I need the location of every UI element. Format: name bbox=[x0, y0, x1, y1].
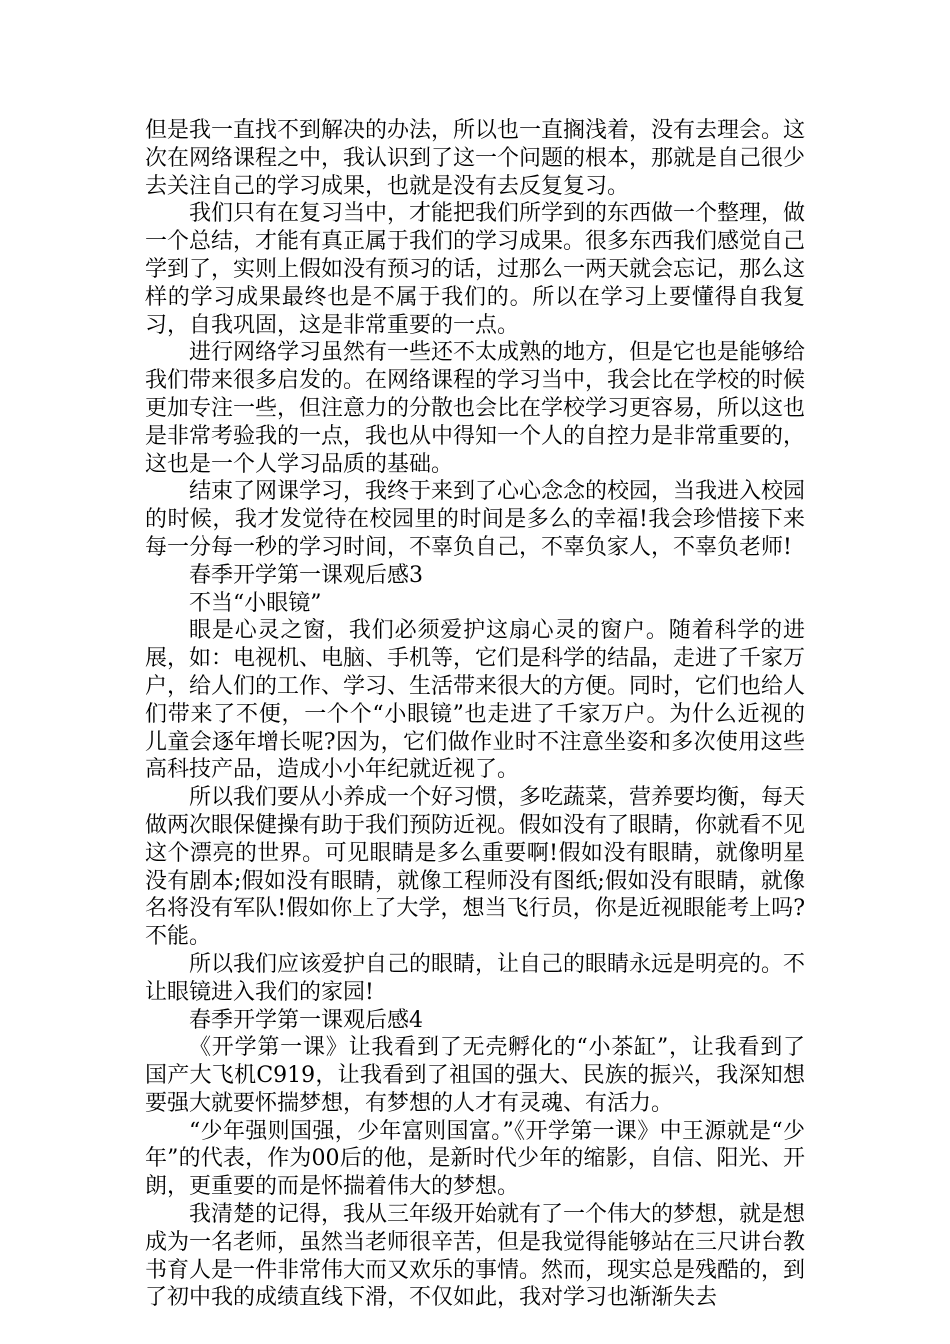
paragraph: “少年强则国强，少年富则国富。”《开学第一课》中王源就是“少年”的代表，作为00后的他，是新时代少年的缩影，自信、阳光、开朗，更重要的而是怀揣着伟大的梦想。 bbox=[145, 1118, 805, 1200]
paragraph: 结束了网课学习，我终于来到了心心念念的校园，当我进入校园的时候，我才发觉待在校园里的时间是多么的幸福!我会珍惜接下来每一分每一秒的学习时间，不辜负自己，不辜负家人，不辜负老师! bbox=[145, 479, 806, 560]
paragraph: 我清楚的记得，我从三年级开始就有了一个伟大的梦想，就是想成为一名老师，虽然当老师很辛苦，但是我觉得能够站在三尺讲台教书育人是一件非常伟大而又欢乐的事情。然而，现实总是残酷的，到了初中我的成绩直线下滑，不仅如此，我对学习也渐渐失去 bbox=[145, 1202, 806, 1311]
paragraph: 但是我一直找不到解决的办法，所以也一直搁浅着，没有去理会。这次在网络课程之中，我认识到了这一个问题的根本，那就是自己很少去关注自己的学习成果，也就是没有去反复复习。 bbox=[145, 118, 806, 199]
paragraph: 进行网络学习虽然有一些还不太成熟的地方，但是它也是能够给我们带来很多启发的。在网络课程的学习当中，我会比在学校的时候更加专注一些，但注意力的分散也会比在学校学习更容易，所以这也是非常考验我的一点，我也从中得知一个人的自控力是非常重要的，这也是一个人学习品质的基础。 bbox=[145, 340, 806, 477]
document-page bbox=[145, 117, 805, 1312]
paragraph: 眼是心灵之窗，我们必须爱护这扇心灵的窗户。随着科学的进展，如：电视机、电脑、手机等，它们是科学的结晶，走进了千家万户，给人们的工作、学习、生活带来很大的方便。同时，它们也给人们带来了不便，一个个“小眼镜”也走进了千家万户。为什么近视的儿童会逐年增长呢?因为，它们做作业时不注意坐姿和多次使用这些高科技产品，造成小小年纪就近视了。 bbox=[145, 618, 806, 783]
paragraph: 所以我们应该爱护自己的眼睛，让自己的眼睛永远是明亮的。不让眼镜进入我们的家园! bbox=[145, 951, 806, 1005]
section-heading: 春季开学第一课观后感3 bbox=[189, 562, 423, 588]
paragraph: 所以我们要从小养成一个好习惯，多吃蔬菜，营养要均衡，每天做两次眼保健操有助于我们预防近视。假如没有了眼睛，你就看不见这个漂亮的世界。可见眼睛是多么重要啊!假如没有眼睛，就像明星没有剧本;假如没有眼睛，就像工程师没有图纸;假如没有眼睛，就像名将没有军队!假如你上了大学，想当飞行员，你是近视眼能考上吗?不能。 bbox=[145, 785, 806, 950]
section-heading: 春季开学第一课观后感4 bbox=[189, 1007, 423, 1033]
paragraph: 《开学第一课》让我看到了无壳孵化的“小茶缸”，让我看到了国产大飞机C919，让我看到了祖国的强大、民族的振兴，我深知想要强大就要怀揣梦想，有梦想的人才有灵魂、有活力。 bbox=[145, 1035, 805, 1116]
paragraph: 我们只有在复习当中，才能把我们所学到的东西做一个整理，做一个总结，才能有真正属于我们的学习成果。很多东西我们感觉自己学到了，实则上假如没有预习的话，过那么一两天就会忘记，那么这样的学习成果最终也是不属于我们的。所以在学习上要懂得自我复习，自我巩固，这是非常重要的一点。 bbox=[145, 201, 806, 338]
essay-title: 不当“小眼镜” bbox=[189, 590, 322, 616]
